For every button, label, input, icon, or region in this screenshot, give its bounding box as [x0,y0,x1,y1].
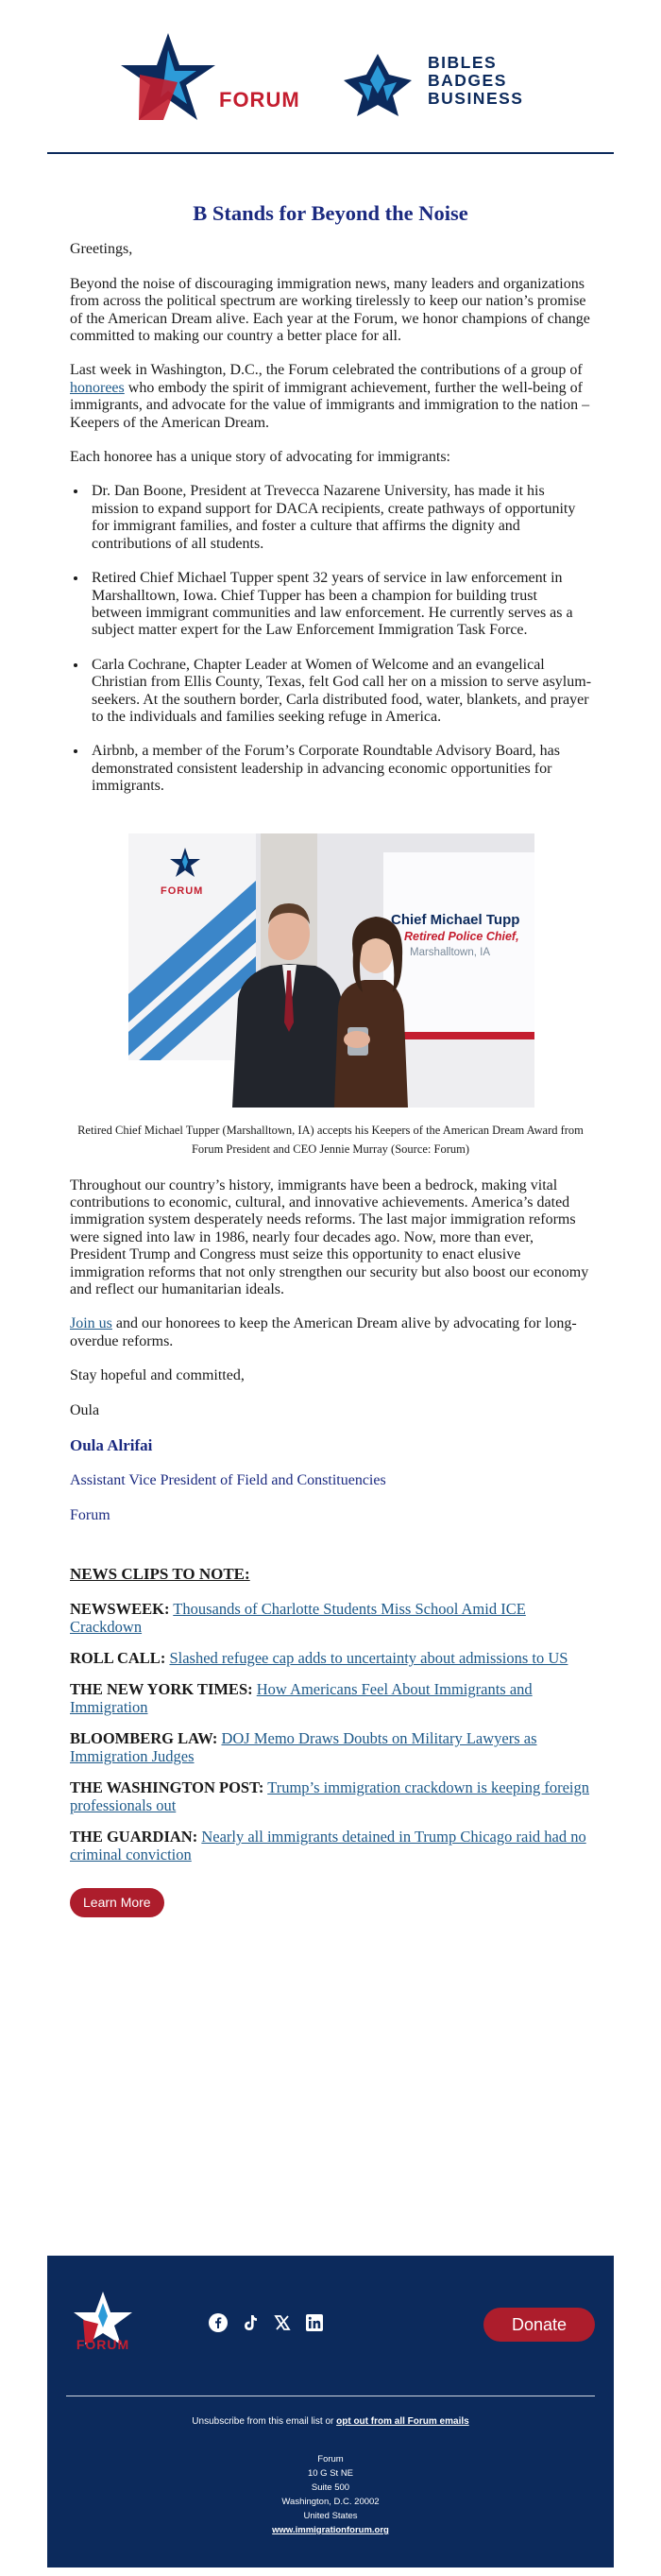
clip-headline-link[interactable]: Nearly all immigrants detained in Trump Chicago raid had no criminal conviction [70,1828,586,1864]
award-photo-image [128,833,534,1108]
facebook-icon[interactable] [208,2312,229,2333]
bbb-line-3: BUSINESS [428,89,524,108]
celebration-text-before: Last week in Washington, D.C., the Forum celebrated the contributions of a group of [70,362,583,379]
clip-headline-link[interactable]: Slashed refugee cap adds to uncertainty about admissions to US [169,1649,568,1668]
clip-source: ROLL CALL: [70,1649,166,1668]
honorees-list [70,483,591,795]
address-line: Washington, D.C. 20002 [281,2497,380,2507]
address-line: 10 G St NE [307,2468,354,2479]
unsubscribe-line [47,2416,614,2427]
clip-headline-link[interactable]: DOJ Memo Draws Doubts on Military Lawyers as Immigration Judges [70,1729,537,1766]
photo-caption: Retired Chief Michael Tupper (Marshalltown, IA) accepts his Keepers of the American Dream Award from Forum President and CEO Jennie Murray (Source: Forum) [77,1123,584,1156]
honorees-link[interactable]: honorees [70,379,125,396]
forum-logo[interactable] [121,33,321,128]
donate-button[interactable]: Donate [483,2308,595,2342]
list-item: • Carla Cochrane, Chapter Leader at Women of Welcome and an evangelical Christian from Ellis County, Texas, felt God call her on a mission to serve asylum-seekers. At the southern border, Carla distributed food, water, blankets, and prayer to the individuals and families seeking refuge in America. [88,657,591,727]
clip-source: THE NEW YORK TIMES: [70,1680,253,1699]
news-clip [70,1729,591,1765]
clip-source: BLOOMBERG LAW: [70,1729,218,1748]
celebration-paragraph [70,362,591,432]
news-clip [70,1600,591,1636]
celebration-text-after: who embody the spirit of immigrant achievement, further the well-being of immigrants, and advocate for the value of immigrants and immigration to the nation – Keepers of the American Dream. [70,379,590,431]
greeting: Greetings, [70,241,133,258]
signature-block [70,1436,591,1524]
learn-more-button[interactable]: Learn More [70,1888,164,1916]
list-item: • Airbnb, a member of the Forum’s Corporate Roundtable Advisory Board, has demonstrated consistent leadership in advancing economic opportunities for immigrants. [88,743,591,795]
clip-source: THE WASHINGTON POST: [70,1778,264,1797]
photo-screen-text [391,911,534,960]
reform-paragraph: Throughout our country’s history, immigrants have been a bedrock, making vital contributions to economic, cultural, and innovative achievements. America’s dated immigration system desperately needs reforms. The last major immigration reforms were signed into law in 1986, nearly four decades ago. Now, more than ever, President Trump and Congress must seize this opportunity to enact elusive immigration reforms that not only strengthen our security but also boost our economy and reflect our humanitarian ideals. [70,1176,589,1297]
clip-source: NEWSWEEK: [70,1600,170,1619]
forum-star-icon [121,33,321,128]
news-clip [70,1778,591,1814]
join-us-link[interactable]: Join us [70,1315,112,1332]
email-footer [47,2256,614,2567]
award-photo[interactable] [128,833,534,1108]
news-clip [70,1649,591,1667]
photo-screen-line-1: Chief Michael Tupp [391,911,520,928]
photo-screen-line-2: Retired Police Chief, [404,929,519,943]
address-line: United States [303,2511,358,2521]
header-divider [47,152,614,154]
intro-paragraph: Beyond the noise of discouraging immigration news, many leaders and organizations from across the political spectrum are working tirelessly to keep our nation’s promise of the American Dream alive. Each year at the Forum, we honor champions of change committed to making our country a better place for all. [70,275,590,345]
footer-logo-text: FORUM [76,2337,130,2352]
address-line: Suite 500 [311,2482,350,2493]
email-title: B Stands for Beyond the Noise [193,201,468,225]
bbb-logo-text [428,54,523,108]
clip-headline-link[interactable]: Trump’s immigration crackdown is keeping foreign professionals out [70,1778,590,1815]
footer-forum-logo[interactable] [70,2290,136,2375]
tiktok-icon[interactable] [240,2312,261,2333]
call-to-action-paragraph [70,1315,591,1350]
address-line: Forum [317,2454,344,2464]
signature-org: Forum [70,1507,110,1524]
mailing-address [47,2452,614,2537]
news-clip [70,1828,591,1863]
website-link[interactable]: www.immigrationforum.org [272,2525,389,2535]
call-to-action-text: and our honorees to keep the American Dream alive by advocating for long-overdue reforms. [70,1315,577,1349]
social-links [208,2312,325,2333]
unsubscribe-text: Unsubscribe from this email list or [192,2416,337,2427]
bbb-line-2: BADGES [428,71,507,90]
linkedin-icon[interactable] [304,2312,325,2333]
closing-line: Stay hopeful and committed, [70,1367,245,1384]
bibles-badges-business-logo[interactable] [340,52,543,118]
forum-logo-text: FORUM [219,88,300,112]
x-icon[interactable] [272,2312,293,2333]
bbb-line-1: BIBLES [428,53,498,72]
honoree-intro: Each honoree has a unique story of advocating for immigrants: [70,449,450,466]
photo-screen-line-3: Marshalltown, IA [410,946,491,958]
clip-source: THE GUARDIAN: [70,1828,198,1846]
list-item: • Retired Chief Michael Tupper spent 32 years of service in law enforcement in Marshalltown, Iowa. Chief Tupper has been a champion for building trust between immigrant communities and law enforcement. He currently serves as a subject matter expert for the Law Enforcement Immigration Task Force. [88,570,591,640]
news-clips-heading: NEWS CLIPS TO NOTE: [70,1565,250,1584]
opt-out-link[interactable]: opt out from all Forum emails [336,2416,469,2427]
photo-banner-logo-text: FORUM [161,884,204,897]
news-clips-list [70,1600,591,1863]
bbb-star-icon [340,52,415,118]
signoff: Oula [70,1401,100,1418]
clip-headline-link[interactable]: Thousands of Charlotte Students Miss School Amid ICE Crackdown [70,1600,526,1637]
award-photo-block [70,833,591,1159]
clip-headline-link[interactable]: How Americans Feel About Immigrants and Immigration [70,1680,533,1717]
list-item: • Dr. Dan Boone, President at Trevecca Nazarene University, has made it his mission to expand support for DACA recipients, create pathways of opportunity for immigrant families, and foster a culture that affirms the dignity and contributions of all students. [88,483,591,553]
signature-name: Oula Alrifai [70,1436,153,1455]
email-body [70,194,591,1917]
email-header [0,0,661,154]
news-clip [70,1680,591,1716]
signature-role: Assistant Vice President of Field and Constituencies [70,1472,386,1489]
